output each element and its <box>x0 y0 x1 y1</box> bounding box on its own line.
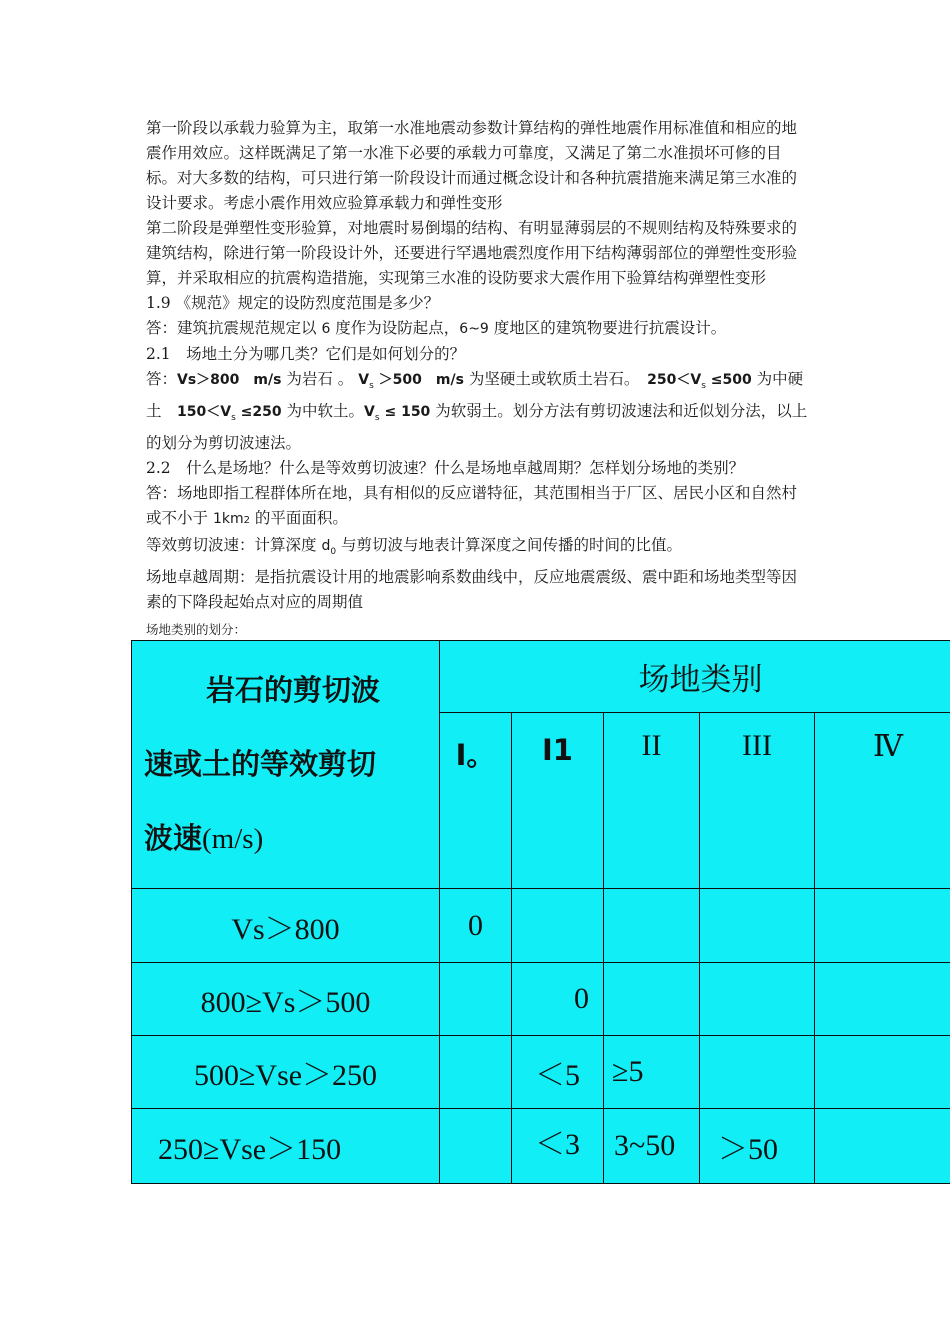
velocity-range: 800≥Vs＞500 <box>132 963 440 1036</box>
answer-2-2: 答：场地即指工程群体所在地，具有相似的反应谱特征，其范围相当于厂区、居民小区和自然村或不小于 1km2 的平面面积。 <box>146 484 798 528</box>
table-cell <box>815 1109 950 1184</box>
equivalent-shear-velocity-def: 等效剪切波速：计算深度 $d_0$ 与剪切波与地表计算深度之间传播的时间的比值。 <box>146 536 682 558</box>
answer-1-9: 答：建筑抗震规范规定以 6 度作为设防起点，6~9 度地区的建筑物要进行抗震设计。 <box>146 319 727 337</box>
table-row <box>132 889 950 963</box>
category-III: III <box>700 713 815 889</box>
table-caption: 场地类别的划分： <box>146 622 247 637</box>
predominant-period-def: 场地卓越周期：是指抗震设计用的地震影响系数曲线中，反应地震震级、震中距和场地类型等因素的下降段起始点对应的周期值 <box>146 568 798 612</box>
question-2-2: 2.2 什么是场地？什么是等效剪切波速？什么是场地卓越周期？怎样划分场地的类别？ <box>146 459 745 478</box>
question-1-9: 1.9 《规范》规定的设防烈度范围是多少？ <box>146 294 440 312</box>
site-class-table <box>131 640 950 1184</box>
table-cell <box>604 963 700 1036</box>
table-cell <box>815 1036 950 1109</box>
table-cell <box>815 889 950 963</box>
table-cell <box>440 963 512 1036</box>
category-IV: Ⅳ <box>815 713 950 889</box>
paragraph-stage-two: 第二阶段是弹塑性变形验算，对地震时易倒塌的结构、有明显薄弱层的不规则结构及特殊要求的建筑结构，除进行第一阶段设计外，还要进行罕遇地震烈度作用下结构薄弱部位的弹塑性变形验算，并采取相应的抗震构造措施，实现第三水准的设防要求大震作用下验算结构弹塑性变形 <box>146 219 798 287</box>
table-cell <box>440 1109 512 1184</box>
table-cell <box>604 889 700 963</box>
table-cell: 3~50 <box>604 1109 700 1184</box>
answer-2-1: 答：Vs＞800 m/s 为岩石 。 $V_s >500$ m/s 为坚硬土或软质土岩石。 $250<V_s \le 500$ 为中硬土 $150<V_s \le 250$ 为中软土。$V_s \le 150$ 为软弱土。划分方法有剪切波速法和近似划分法，以上的划分为剪切波速法。 <box>146 370 808 453</box>
table-cell <box>700 963 815 1036</box>
table-cell <box>700 1036 815 1109</box>
table-cell <box>512 889 604 963</box>
table-cell <box>815 963 950 1036</box>
paragraph-stage-one: 第一阶段以承载力验算为主，取第一水准地震动参数计算结构的弹性地震作用标准值和相应的地震作用效应。这样既满足了第一水准下必要的承载力可靠度，又满足了第二水准损坏可修的目标。对大多数的结构，可只进行第一阶段设计而通过概念设计和各种抗震措施来满足第三水准的设计要求。考虑小震作用效应验算承载力和弹性变形 <box>146 119 798 212</box>
table-cell: ＞50 <box>700 1109 815 1184</box>
table-cell: ＜3 <box>512 1109 604 1184</box>
table-row <box>132 963 950 1036</box>
site-category-title: 场地类别 <box>440 641 950 713</box>
table-cell <box>440 1036 512 1109</box>
velocity-range: Vs＞800 <box>132 889 440 963</box>
question-2-1: 2.1 场地土分为哪几类？它们是如何划分的？ <box>146 345 466 363</box>
category-II: II <box>604 713 700 889</box>
velocity-range: 250≥Vse＞150 <box>132 1109 440 1184</box>
table-row <box>132 1109 950 1184</box>
velocity-range: 500≥Vse＞250 <box>132 1036 440 1109</box>
table-header-row <box>132 641 950 713</box>
table-cell: ≥5 <box>604 1036 700 1109</box>
table-row <box>132 1036 950 1109</box>
category-I0: I。 <box>440 713 512 889</box>
category-I1: I1 <box>512 713 604 889</box>
table-cell: ＜5 <box>512 1036 604 1109</box>
table-cell <box>700 889 815 963</box>
table-cell: 0 <box>440 889 512 963</box>
velocity-header-cell: 岩石的剪切波 速或土的等效剪切 波速(m/s) <box>132 641 440 889</box>
body-text <box>146 116 810 615</box>
table-cell: 0 <box>512 963 604 1036</box>
